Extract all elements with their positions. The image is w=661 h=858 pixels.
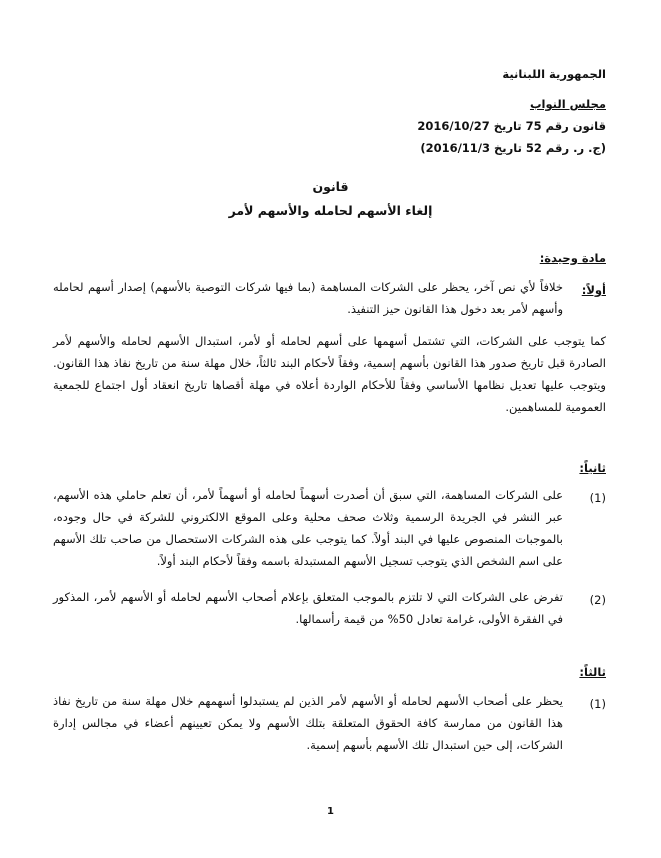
single-article-heading: مادة وحيدة: [539, 251, 606, 265]
second-item-1-number: (1) [589, 491, 606, 505]
second-item-2-number: (2) [589, 593, 606, 607]
second-item-1-text: على الشركات المساهمة، التي سبق أن أصدرت أسهماً لحامله أو أسهماً لأمر، أن تعلم حاملي هذه الأسهم، عبر النشر في الجريدة الرسمية وثلاث صحف محلية وعلى الموقع الالكتروني للشركة في حال وجوده، بالموجبات المنصوص عليها في البند أولاً. كما يتوجب على هذه الشركات الاستحصال من صاحب تلك الأسهم على اسم الشخص الذي يتوجب تسجيل الأسهم المستبدلة باسمه وفقاً لأحكام البند أولاً. [53, 488, 563, 568]
second-item-2-text: تفرض على الشركات التي لا تلتزم بالموجب المتعلق بإعلام أصحاب الأسهم لحامله أو الأسهم لأمر، المذكور في الفقرة الأولى، غرامة تعادل 50% من قيمة رأسمالها. [53, 590, 563, 626]
parliament-name: مجلس النواب [529, 97, 606, 111]
third-marker: ثالثاً: [579, 665, 606, 679]
gazette-reference: (ج. ر. رقم 52 تاريخ 2016/11/3) [420, 141, 606, 155]
law-reference: قانون رقم 75 تاريخ 2016/10/27 [417, 119, 606, 133]
first-paragraph-1: خلافاً لأي نص آخر، يحظر على الشركات المساهمة (بما فيها شركات التوصية بالأسهم) إصدار أسهم لحامله وأسهم لأمر بعد دخول هذا القانون حيز التنفيذ. [53, 280, 563, 316]
second-marker: ثانياً: [579, 461, 606, 475]
republic-name: الجمهورية اللبنانية [502, 67, 606, 81]
third-item-1-text: يحظر على أصحاب الأسهم لحامله أو الأسهم لأمر الذين لم يستبدلوا أسهمهم خلال مهلة سنة من تاريخ نفاذ هذا القانون من ممارسة كافة الحقوق المتعلقة بتلك الأسهم ولا يمكن تعيينهم أعضاء في مجالس إدارة الشركات، إلى حين استبدال تلك الأسهم بأسهم إسمية. [53, 694, 563, 752]
page-number: 1 [327, 806, 334, 817]
first-marker: أولاً: [581, 283, 606, 297]
first-paragraph-2: كما يتوجب على الشركات، التي تشتمل أسهمها على أسهم لحامله أو لأمر، استبدال الأسهم لحامله والأسهم لأمر الصادرة قبل تاريخ صدور هذا القانون بأسهم إسمية، وفقاً لأحكام البند ثالثاً، خلال مهلة سنة من تاريخ نفاذ هذا القانون. ويتوجب عليها تعديل نظامها الأساسي وفقاً للأحكام الواردة أعلاه في مهلة أقصاها تاريخ انعقاد أول اجتماع للجمعية العمومية للمساهمين. [53, 334, 606, 414]
third-item-1-number: (1) [589, 697, 606, 711]
law-label: قانون [312, 179, 349, 194]
law-subject: إلغاء الأسهم لحامله والأسهم لأمر [228, 203, 433, 218]
